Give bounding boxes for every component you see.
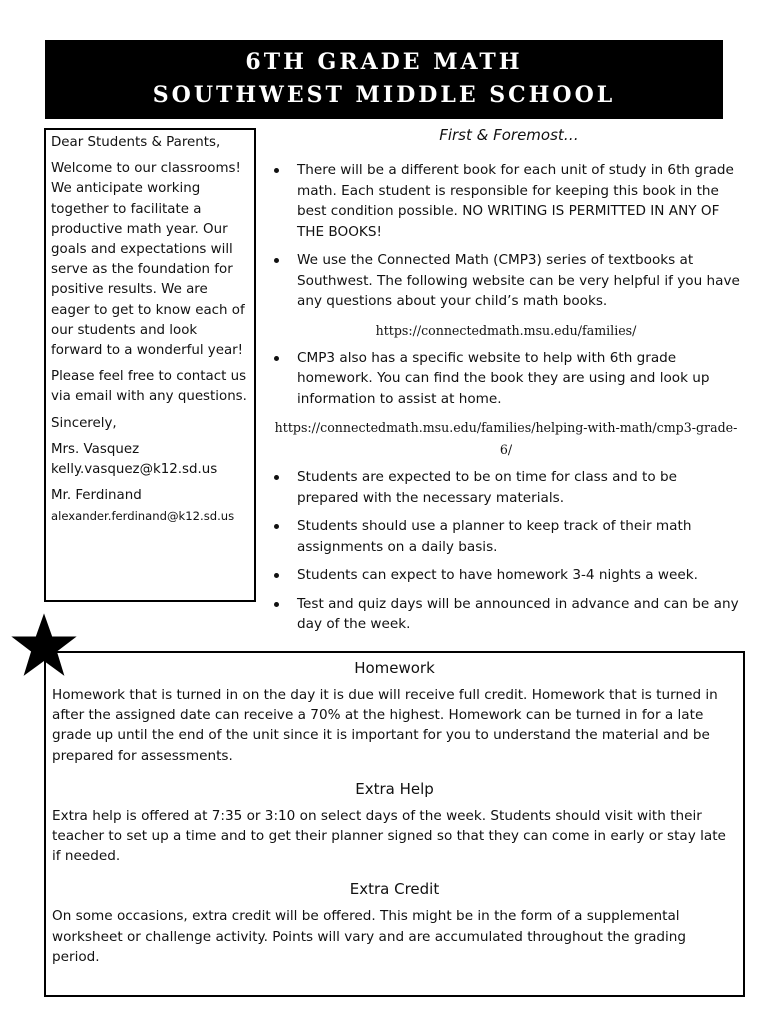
policies-box — [44, 651, 745, 997]
homework-heading: Homework — [354, 659, 435, 677]
first-foremost-title: First & Foremost… — [439, 126, 579, 144]
list-item: Test and quiz days will be announced in advance and can be any day of the week. — [270, 594, 742, 635]
welcome-letter — [44, 128, 256, 602]
families-link[interactable]: https://connectedmath.msu.edu/families/ — [375, 322, 637, 338]
star-icon — [10, 612, 78, 680]
teacher-1 — [51, 440, 250, 480]
teacher-2-name: Mr. Ferdinand — [51, 488, 142, 504]
extra-help-text: Extra help is offered at 7:35 or 3:10 on select days of the week. Students should visit with their teacher to set up a time and to get their planner signed so that they can come in early or stay late if needed. — [52, 807, 726, 865]
letter-welcome-paragraph: Welcome to our classrooms! We anticipate working together to facilitate a productive math year. Our goals and expectations will serve as the foundation for positive results. We are eager to get to know each of our students and look forward to a wonderful year! — [51, 161, 245, 359]
teacher-2 — [51, 486, 250, 527]
list-item: There will be a different book for each unit of study in 6th grade math. Each student is responsible for keeping this book in the best condition possible. NO WRITING IS PERMITTED IN ANY OF THE BOOKS! — [270, 160, 742, 242]
list-item: Students should use a planner to keep track of their math assignments on a daily basis. — [270, 516, 742, 557]
header-banner — [45, 40, 723, 119]
extra-help-heading: Extra Help — [355, 779, 434, 798]
letter-closing: Sincerely, — [51, 415, 117, 431]
list-item: We use the Connected Math (CMP3) series of textbooks at Southwest. The following website can be very helpful if you have any questions about your child’s math books. — [270, 250, 742, 312]
grade6-help-link[interactable]: https://connectedmath.msu.edu/families/helping-with-math/cmp3-grade-6/ — [274, 420, 738, 457]
list-item: CMP3 also has a specific website to help with 6th grade homework. You can find the book they are using and look up information to assist at home. — [270, 348, 742, 410]
extra-credit-text: On some occasions, extra credit will be offered. This might be in the form of a supplemental worksheet or challenge activity. Points will vary and are accumulated throughout the grading period. — [52, 908, 687, 965]
teacher-1-name: Mrs. Vasquez — [51, 441, 140, 457]
letter-contact-paragraph: Please feel free to contact us via email with any questions. — [51, 369, 247, 405]
header-title-line1: 6TH GRADE MATH — [245, 49, 523, 75]
extra-credit-heading: Extra Credit — [349, 880, 440, 899]
teacher-1-email[interactable]: kelly.vasquez@k12.sd.us — [51, 462, 218, 478]
teacher-2-email[interactable]: alexander.ferdinand@k12.sd.us — [51, 509, 235, 524]
letter-greeting: Dear Students & Parents, — [51, 135, 221, 150]
homework-text: Homework that is turned in on the day it is due will receive full credit. Homework that is turned in after the assigned date can receive a 70% at the highest. Homework can be turned in for a late grade up until the end of the unit since it is important for you to understand the material and be prepared for assessments. — [52, 687, 718, 764]
list-item: Students are expected to be on time for class and to be prepared with the necessary materials. — [270, 467, 742, 508]
first-foremost-list — [270, 160, 742, 643]
list-item: Students can expect to have homework 3-4 nights a week. — [270, 565, 742, 586]
header-title-line2: SOUTHWEST MIDDLE SCHOOL — [152, 82, 616, 108]
